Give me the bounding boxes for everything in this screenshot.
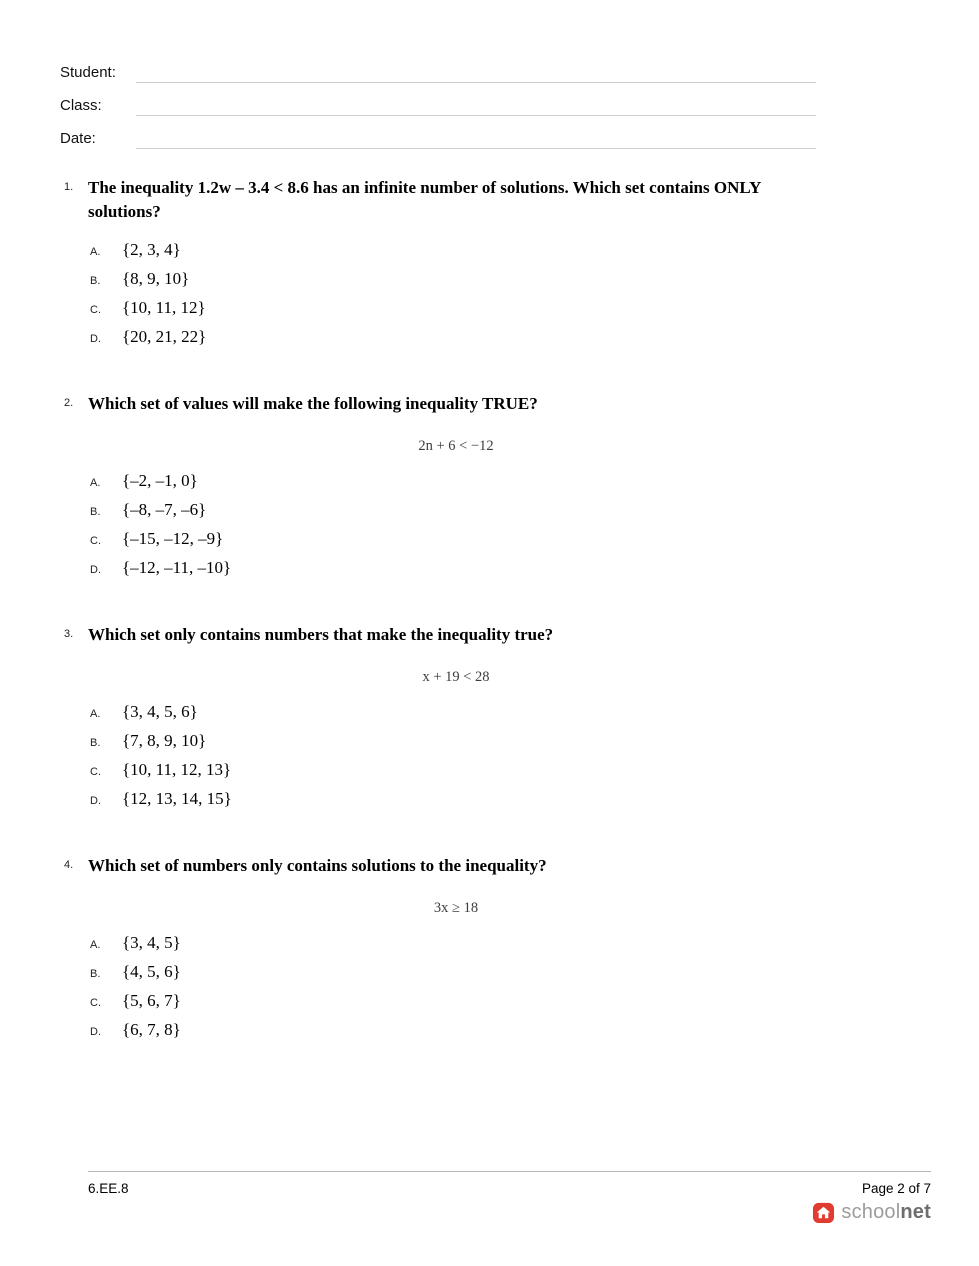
- option-letter: B.: [90, 506, 101, 518]
- class-field-row: [60, 83, 816, 116]
- option-letter: A.: [90, 939, 101, 951]
- answer-options: [90, 471, 824, 587]
- student-field-row: [60, 50, 816, 83]
- question-number: 4.: [64, 859, 74, 871]
- date-field-row: [60, 116, 816, 149]
- question-head: [64, 392, 824, 416]
- answer-option: [90, 558, 824, 587]
- question-block-2: [64, 392, 824, 587]
- answer-option: [90, 760, 824, 789]
- option-letter: B.: [90, 275, 101, 287]
- question-text: Which set of numbers only contains solutions to the inequality?: [88, 856, 547, 875]
- option-text: {–15, –12, –9}: [122, 529, 224, 548]
- logo-text-school: school: [841, 1201, 901, 1223]
- answer-option: [90, 991, 824, 1020]
- option-letter: C.: [90, 535, 101, 547]
- question-head: [64, 176, 824, 224]
- question-head: [64, 854, 824, 878]
- questions-section: [64, 176, 824, 1085]
- answer-option: [90, 731, 824, 760]
- answer-option: [90, 269, 824, 298]
- answer-options: [90, 702, 824, 818]
- answer-option: [90, 933, 824, 962]
- inequality-expression: 3x ≥ 18: [433, 900, 479, 916]
- inequality-expression: 2n + 6 < −12: [418, 438, 494, 454]
- option-letter: B.: [90, 737, 101, 749]
- inequality-expression: x + 19 < 28: [422, 669, 490, 685]
- standard-code: 6.EE.8: [88, 1181, 129, 1196]
- question-block-4: [64, 854, 824, 1049]
- option-text: {12, 13, 14, 15}: [122, 789, 232, 808]
- answer-option: [90, 471, 824, 500]
- option-text: {10, 11, 12}: [122, 298, 206, 317]
- option-text: {2, 3, 4}: [122, 240, 181, 259]
- answer-options: [90, 240, 824, 356]
- logo-text-net: net: [900, 1201, 931, 1223]
- option-text: {10, 11, 12, 13}: [122, 760, 232, 779]
- answer-option: [90, 327, 824, 356]
- schoolnet-wordmark: [841, 1201, 931, 1224]
- option-text: {8, 9, 10}: [122, 269, 190, 288]
- option-letter: D.: [90, 564, 101, 576]
- question-block-3: [64, 623, 824, 818]
- option-text: {3, 4, 5, 6}: [122, 702, 198, 721]
- answer-option: [90, 1020, 824, 1049]
- page-footer: [88, 1171, 931, 1224]
- question-head: [64, 623, 824, 647]
- option-letter: A.: [90, 477, 101, 489]
- schoolnet-house-icon: [812, 1201, 835, 1224]
- option-letter: C.: [90, 766, 101, 778]
- question-number: 2.: [64, 397, 74, 409]
- option-text: {–2, –1, 0}: [122, 471, 198, 490]
- option-text: {7, 8, 9, 10}: [122, 731, 207, 750]
- page-number: Page 2 of 7: [861, 1181, 931, 1196]
- date-label: Date:: [60, 130, 96, 147]
- answer-options: [90, 933, 824, 1049]
- footer-divider: [88, 1171, 931, 1172]
- option-text: {–12, –11, –10}: [122, 558, 232, 577]
- header-fields: [60, 50, 816, 149]
- question-number: 1.: [64, 181, 74, 193]
- answer-option: [90, 500, 824, 529]
- question-text: Which set only contains numbers that make the inequality true?: [88, 625, 554, 644]
- option-letter: A.: [90, 246, 101, 258]
- option-text: {3, 4, 5}: [122, 933, 181, 952]
- question-block-1: [64, 176, 824, 356]
- option-text: {4, 5, 6}: [122, 962, 181, 981]
- question-number: 3.: [64, 628, 74, 640]
- answer-option: [90, 298, 824, 327]
- option-letter: D.: [90, 1026, 101, 1038]
- student-fill-line: [136, 50, 816, 83]
- date-fill-line: [136, 116, 816, 149]
- option-letter: D.: [90, 795, 101, 807]
- footer-row: [88, 1181, 931, 1196]
- option-text: {–8, –7, –6}: [122, 500, 207, 519]
- option-letter: D.: [90, 333, 101, 345]
- option-letter: C.: [90, 304, 101, 316]
- option-text: {5, 6, 7}: [122, 991, 181, 1010]
- answer-option: [90, 702, 824, 731]
- class-label: Class:: [60, 97, 102, 114]
- answer-option: [90, 789, 824, 818]
- option-text: {20, 21, 22}: [122, 327, 207, 346]
- question-text: The inequality 1.2w – 3.4 < 8.6 has an infinite number of solutions. Which set contains ONLY solutions?: [88, 178, 761, 221]
- option-letter: B.: [90, 968, 101, 980]
- answer-option: [90, 962, 824, 991]
- student-label: Student:: [60, 64, 116, 81]
- schoolnet-logo: [88, 1201, 931, 1224]
- question-text: Which set of values will make the following inequality TRUE?: [88, 394, 538, 413]
- option-text: {6, 7, 8}: [122, 1020, 181, 1039]
- class-fill-line: [136, 83, 816, 116]
- option-letter: C.: [90, 997, 101, 1009]
- option-letter: A.: [90, 708, 101, 720]
- answer-option: [90, 240, 824, 269]
- answer-option: [90, 529, 824, 558]
